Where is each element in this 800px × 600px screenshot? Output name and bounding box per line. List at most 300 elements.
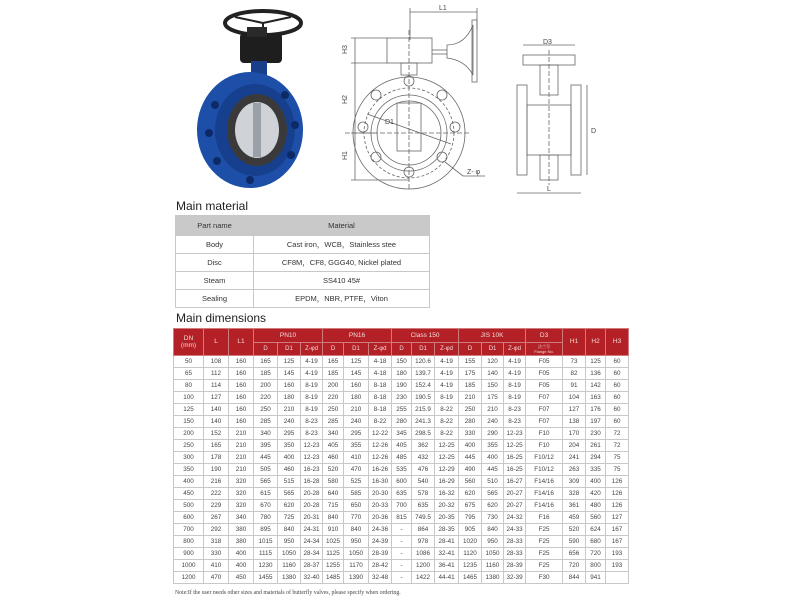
table-cell: 24-33	[504, 524, 526, 536]
material-row	[176, 254, 430, 272]
table-cell: 160	[229, 404, 254, 416]
table-cell: 515	[278, 476, 301, 488]
table-cell: 8-23	[504, 416, 526, 428]
table-cell: 320	[229, 500, 254, 512]
material-row	[176, 236, 430, 254]
table-cell: 175	[459, 368, 482, 380]
table-cell: 136	[586, 368, 606, 380]
table-cell: 328	[563, 488, 586, 500]
table-cell: 127	[204, 392, 229, 404]
table-cell: 32-39	[504, 572, 526, 584]
table-cell: 910	[323, 524, 344, 536]
table-cell: 450	[174, 488, 204, 500]
table-cell: 680	[586, 536, 606, 548]
table-cell: 840	[344, 524, 369, 536]
label-H2: H2	[342, 95, 349, 104]
table-cell: 28-34	[301, 548, 323, 560]
table-cell: 16-25	[504, 452, 526, 464]
table-cell	[606, 572, 629, 584]
subheader-flange-no	[526, 343, 563, 356]
table-cell: 4-19	[301, 356, 323, 368]
table-cell: 405	[392, 440, 412, 452]
table-cell: 250	[174, 440, 204, 452]
table-cell: 12-22	[369, 428, 392, 440]
table-cell: 20-27	[504, 500, 526, 512]
table-cell: 895	[254, 524, 278, 536]
table-row	[174, 488, 629, 500]
table-cell: 152	[204, 428, 229, 440]
table-cell: 160	[229, 380, 254, 392]
table-cell: 950	[482, 536, 504, 548]
table-cell: 470	[344, 464, 369, 476]
table-cell: F07	[526, 416, 563, 428]
table-cell: 410	[204, 560, 229, 572]
table-cell: 250	[254, 404, 278, 416]
table-cell: 241.3	[412, 416, 435, 428]
table-cell: 4-18	[369, 356, 392, 368]
table-cell: 800	[586, 560, 606, 572]
col-l1: L1	[229, 329, 254, 356]
table-cell: 267	[204, 512, 229, 524]
table-cell: 60	[606, 416, 629, 428]
table-cell: 175	[482, 392, 504, 404]
table-cell: 460	[323, 452, 344, 464]
table-cell: 1170	[344, 560, 369, 572]
material-row	[176, 290, 430, 308]
table-cell: 1020	[459, 536, 482, 548]
table-cell: 261	[586, 440, 606, 452]
table-cell: 1120	[459, 548, 482, 560]
table-cell: F05	[526, 380, 563, 392]
table-cell: 280	[459, 416, 482, 428]
table-cell: 210	[459, 392, 482, 404]
table-row	[174, 572, 629, 584]
col-class150: Class 150	[392, 329, 459, 343]
table-cell: -	[392, 524, 412, 536]
table-cell: 16-28	[301, 476, 323, 488]
table-row	[174, 512, 629, 524]
table-cell: 565	[278, 488, 301, 500]
table-cell: 309	[563, 476, 586, 488]
table-cell: 72	[606, 440, 629, 452]
main-dimensions-title: Main dimensions	[176, 311, 267, 325]
table-cell: 1380	[278, 572, 301, 584]
table-cell: 28-39	[369, 548, 392, 560]
table-cell: 200	[323, 380, 344, 392]
table-cell: 216	[204, 476, 229, 488]
table-cell: 16-30	[369, 476, 392, 488]
table-cell: 620	[278, 500, 301, 512]
table-cell: 1455	[254, 572, 278, 584]
subheader-cell: D	[254, 343, 278, 356]
table-cell: 1380	[482, 572, 504, 584]
table-cell: 8-22	[435, 404, 459, 416]
table-cell: 12-23	[504, 428, 526, 440]
table-cell: 535	[392, 464, 412, 476]
table-cell: 8-23	[301, 416, 323, 428]
table-cell: 210	[278, 404, 301, 416]
table-cell: 840	[323, 512, 344, 524]
table-cell: 770	[344, 512, 369, 524]
subheader-cell: D	[392, 343, 412, 356]
table-cell: 700	[174, 524, 204, 536]
col-pn10: PN10	[254, 329, 323, 343]
table-cell: 330	[204, 548, 229, 560]
table-cell: 28-42	[369, 560, 392, 572]
table-cell: 330	[459, 428, 482, 440]
table-cell: 720	[563, 560, 586, 572]
table-cell: 152.4	[412, 380, 435, 392]
table-cell: 142	[586, 380, 606, 392]
table-cell: F16	[526, 512, 563, 524]
table-cell: 4-19	[435, 368, 459, 380]
table-cell: 295	[278, 428, 301, 440]
table-cell: 459	[563, 512, 586, 524]
table-cell: 12-25	[504, 440, 526, 452]
subheader-cell: D1	[278, 343, 301, 356]
table-cell: 160	[229, 416, 254, 428]
table-cell: 73	[563, 356, 586, 368]
table-cell: 361	[563, 500, 586, 512]
table-cell: 400	[229, 548, 254, 560]
table-cell: 445	[254, 452, 278, 464]
table-cell: 20-33	[369, 500, 392, 512]
table-row	[174, 524, 629, 536]
table-cell: 230	[586, 428, 606, 440]
table-cell: 730	[482, 512, 504, 524]
table-cell: 4-19	[435, 380, 459, 392]
table-cell: 20-32	[435, 500, 459, 512]
table-cell: 670	[254, 500, 278, 512]
ordering-note: Note:If the user needs other sizes and materials of butterfly valves, please specify when ordering.	[175, 590, 401, 596]
table-cell: 20-31	[301, 512, 323, 524]
table-cell: 20-28	[301, 500, 323, 512]
table-cell: 320	[229, 488, 254, 500]
table-cell: 180	[278, 392, 301, 404]
table-cell: 91	[563, 380, 586, 392]
table-cell: 160	[229, 392, 254, 404]
table-cell: 1230	[254, 560, 278, 572]
table-cell: 24-32	[504, 512, 526, 524]
table-cell: 795	[459, 512, 482, 524]
table-cell: 210	[344, 404, 369, 416]
table-cell: 150	[392, 356, 412, 368]
table-cell: 204	[563, 440, 586, 452]
table-cell: 16-26	[369, 464, 392, 476]
label-Z-phi: Z- φ	[467, 169, 481, 176]
subheader-cell: D1	[482, 343, 504, 356]
table-cell: 12-25	[435, 440, 459, 452]
table-cell: F10/12	[526, 452, 563, 464]
table-cell: 8-18	[369, 380, 392, 392]
table-cell: 263	[563, 464, 586, 476]
table-cell: 350	[174, 464, 204, 476]
table-cell: 362	[412, 440, 435, 452]
table-cell: 210	[229, 440, 254, 452]
table-cell: 460	[278, 464, 301, 476]
table-cell: 285	[254, 416, 278, 428]
table-cell: 295	[344, 428, 369, 440]
table-cell: 355	[344, 440, 369, 452]
table-cell: F10/12	[526, 464, 563, 476]
flange-no-cn: 法兰号	[538, 344, 551, 349]
table-cell: 24-31	[301, 524, 323, 536]
table-cell: 520	[563, 524, 586, 536]
table-cell: 355	[482, 440, 504, 452]
table-cell: 165	[204, 440, 229, 452]
table-row	[174, 404, 629, 416]
table-cell: 1050	[482, 548, 504, 560]
col-h2: H2	[586, 329, 606, 356]
table-cell: 82	[563, 368, 586, 380]
table-cell: 32-40	[301, 572, 323, 584]
table-cell: 285	[323, 416, 344, 428]
table-cell: 720	[586, 548, 606, 560]
table-cell: 193	[606, 548, 629, 560]
table-cell: 16-25	[504, 464, 526, 476]
table-cell: 1160	[278, 560, 301, 572]
table-cell: 255	[392, 404, 412, 416]
main-material-title: Main material	[176, 199, 249, 213]
subheader-cell: Z-φd	[504, 343, 526, 356]
table-cell: 176	[586, 404, 606, 416]
table-cell: 20-27	[504, 488, 526, 500]
table-cell: 445	[482, 464, 504, 476]
table-cell: 580	[323, 476, 344, 488]
table-cell: 500	[174, 500, 204, 512]
col-h3: H3	[606, 329, 629, 356]
table-cell: F14/16	[526, 488, 563, 500]
table-cell: 4-19	[301, 368, 323, 380]
table-cell: 108	[204, 356, 229, 368]
table-cell: F05	[526, 368, 563, 380]
table-cell: 126	[606, 476, 629, 488]
table-cell: 400	[229, 560, 254, 572]
table-cell: 345	[392, 428, 412, 440]
table-cell: 749.5	[412, 512, 435, 524]
table-cell: 112	[204, 368, 229, 380]
table-cell: 125	[174, 404, 204, 416]
table-cell: F30	[526, 572, 563, 584]
table-row	[174, 392, 629, 404]
subheader-cell: Z-φd	[435, 343, 459, 356]
table-cell: 1160	[482, 560, 504, 572]
table-cell: 520	[323, 464, 344, 476]
table-cell: 125	[586, 356, 606, 368]
table-cell: 4-19	[435, 356, 459, 368]
table-cell: 215.9	[412, 404, 435, 416]
subheader-cell: D	[459, 343, 482, 356]
table-cell: 160	[278, 380, 301, 392]
table-row	[174, 356, 629, 368]
table-cell: 28-37	[301, 560, 323, 572]
subheader-cell: Z-φd	[369, 343, 392, 356]
table-row	[174, 548, 629, 560]
table-cell: 190	[392, 380, 412, 392]
table-cell: F25	[526, 524, 563, 536]
table-cell: 978	[412, 536, 435, 548]
table-cell: F14/16	[526, 476, 563, 488]
table-cell: 16-32	[435, 488, 459, 500]
table-cell: 20-28	[301, 488, 323, 500]
table-cell: 138	[563, 416, 586, 428]
table-cell: 60	[606, 356, 629, 368]
label-H1: H1	[342, 151, 349, 160]
valve-photo	[195, 5, 330, 200]
table-cell: 240	[344, 416, 369, 428]
table-cell: 432	[412, 452, 435, 464]
table-cell: 505	[254, 464, 278, 476]
table-cell: 290	[482, 428, 504, 440]
table-cell: 1015	[254, 536, 278, 548]
col-h1: H1	[563, 329, 586, 356]
table-cell: 800	[174, 536, 204, 548]
col-pn16: PN16	[323, 329, 392, 343]
table-cell: 210	[229, 464, 254, 476]
table-cell: 578	[412, 488, 435, 500]
table-cell: 600	[174, 512, 204, 524]
table-cell: 725	[278, 512, 301, 524]
table-cell: 190	[204, 464, 229, 476]
table-cell: 8-22	[435, 428, 459, 440]
table-cell: 60	[606, 404, 629, 416]
table-cell: 400	[174, 476, 204, 488]
table-cell: 480	[586, 500, 606, 512]
table-cell: 1255	[323, 560, 344, 572]
table-cell: 24-34	[301, 536, 323, 548]
table-cell: 104	[563, 392, 586, 404]
table-cell: 8-18	[369, 392, 392, 404]
table-cell: 490	[459, 464, 482, 476]
material-cell: Cast iron，WCB，Stainless stee	[254, 236, 430, 254]
table-cell: 560	[586, 512, 606, 524]
table-cell: 8-22	[435, 416, 459, 428]
table-cell: 165	[254, 356, 278, 368]
table-cell: 8-19	[301, 392, 323, 404]
table-cell: 400	[482, 452, 504, 464]
table-cell: -	[392, 548, 412, 560]
table-cell: 565	[482, 488, 504, 500]
table-cell: 180	[344, 392, 369, 404]
table-cell: 75	[606, 452, 629, 464]
label-H3: H3	[342, 45, 349, 54]
table-cell: 80	[174, 380, 204, 392]
part-name-cell: Body	[176, 236, 254, 254]
table-cell: 125	[344, 356, 369, 368]
col-l: L	[204, 329, 229, 356]
table-cell: 12-23	[301, 440, 323, 452]
table-cell: 167	[606, 524, 629, 536]
table-cell: 445	[459, 452, 482, 464]
main-dimensions-table	[173, 328, 629, 584]
table-cell: 8-18	[369, 404, 392, 416]
table-cell: 16-23	[301, 464, 323, 476]
table-cell: 340	[229, 512, 254, 524]
table-cell: 127	[563, 404, 586, 416]
table-cell: 4-19	[504, 368, 526, 380]
material-header-cell: Part name	[176, 216, 254, 236]
table-cell: 12-26	[369, 440, 392, 452]
table-cell: F07	[526, 404, 563, 416]
table-cell: 400	[278, 452, 301, 464]
table-cell: 200	[174, 428, 204, 440]
table-cell: 525	[344, 476, 369, 488]
table-cell: 50	[174, 356, 204, 368]
table-cell: 24-39	[369, 536, 392, 548]
table-cell: 8-23	[301, 428, 323, 440]
table-cell: 140	[204, 404, 229, 416]
label-D: D	[591, 128, 597, 135]
table-cell: 1000	[174, 560, 204, 572]
table-row	[174, 500, 629, 512]
table-cell: 167	[606, 536, 629, 548]
table-cell: 840	[278, 524, 301, 536]
part-name-cell: Disc	[176, 254, 254, 272]
table-cell: 8-23	[504, 404, 526, 416]
table-cell: 400	[459, 440, 482, 452]
material-header-row	[176, 216, 430, 236]
table-row	[174, 536, 629, 548]
table-cell: 100	[174, 392, 204, 404]
table-cell: 60	[606, 368, 629, 380]
table-cell: 1050	[278, 548, 301, 560]
part-name-cell: Sealing	[176, 290, 254, 308]
table-cell: 150	[482, 380, 504, 392]
table-cell: 485	[392, 452, 412, 464]
table-cell: 600	[392, 476, 412, 488]
table-cell: 4-19	[504, 356, 526, 368]
table-cell: 1025	[323, 536, 344, 548]
table-cell: 585	[344, 488, 369, 500]
table-cell: 635	[392, 488, 412, 500]
table-cell: 335	[586, 464, 606, 476]
label-L1: L1	[439, 5, 447, 12]
table-cell: 400	[586, 476, 606, 488]
table-cell: 840	[482, 524, 504, 536]
table-row	[174, 416, 629, 428]
table-cell: 28-35	[435, 524, 459, 536]
table-cell: 8-19	[301, 404, 323, 416]
table-cell: 318	[204, 536, 229, 548]
table-cell: 60	[606, 380, 629, 392]
table-cell: 12-26	[369, 452, 392, 464]
table-cell: 241	[563, 452, 586, 464]
table-cell: F05	[526, 356, 563, 368]
table-cell: 410	[344, 452, 369, 464]
col-dn: DN (mm)	[174, 329, 204, 356]
table-cell: 20-30	[369, 488, 392, 500]
table-cell: 950	[278, 536, 301, 548]
table-cell: 340	[254, 428, 278, 440]
table-cell: 1200	[174, 572, 204, 584]
table-row	[174, 380, 629, 392]
table-cell: 155	[459, 356, 482, 368]
table-cell: 8-19	[301, 380, 323, 392]
table-cell: 624	[586, 524, 606, 536]
table-cell: 197	[586, 416, 606, 428]
table-cell: 320	[229, 476, 254, 488]
table-cell: 28-41	[435, 536, 459, 548]
table-cell: 250	[459, 404, 482, 416]
table-cell: 510	[482, 476, 504, 488]
table-cell: 715	[323, 500, 344, 512]
table-row	[174, 464, 629, 476]
table-cell: 8-19	[504, 392, 526, 404]
table-cell: F07	[526, 392, 563, 404]
table-cell: 298.5	[412, 428, 435, 440]
table-cell: 395	[254, 440, 278, 452]
table-cell: 941	[586, 572, 606, 584]
